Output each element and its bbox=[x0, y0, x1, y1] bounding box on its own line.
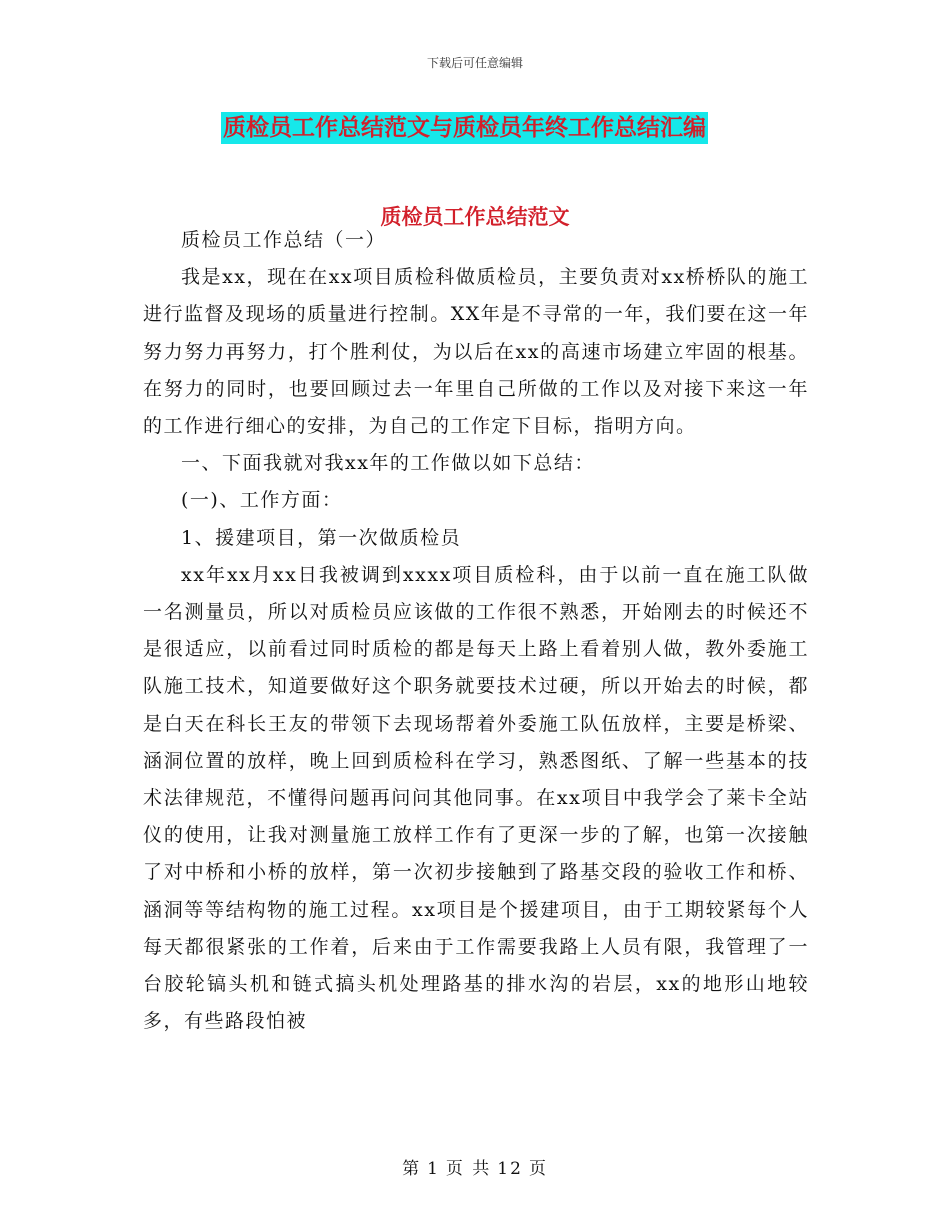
document-body bbox=[143, 222, 809, 1040]
paragraph-heading: (一)、工作方面： bbox=[181, 489, 343, 512]
footer-suffix: 页 bbox=[528, 1159, 548, 1179]
page-footer bbox=[0, 1154, 950, 1179]
footer-total-pages: 12 bbox=[497, 1159, 523, 1179]
paragraph: 我是xx，现在在xx项目质检科做质检员，主要负责对xx桥桥队的施工进行监督及现场的质量进行控制。XX年是不寻常的一年，我们要在这一年努力努力再努力，打个胜利仗，为以后在xx的高速市场建立牢固的根基。在努力的同时，也要回顾过去一年里自己所做的工作以及对接下来这一年的工作进行细心的安排，为自己的工作定下目标，指明方向。 bbox=[143, 266, 809, 438]
document-title: 质检员工作总结范文与质检员年终工作总结汇编 bbox=[221, 112, 708, 144]
paragraph-heading: 一、下面我就对我xx年的工作做以如下总结： bbox=[181, 452, 595, 475]
footer-prefix: 第 bbox=[402, 1159, 422, 1179]
footer-page-number: 1 bbox=[427, 1159, 440, 1179]
footer-mid: 页 共 bbox=[445, 1159, 492, 1179]
paragraph-subheading: 质检员工作总结（一） bbox=[181, 229, 387, 251]
header-note: 下载后可任意编辑 bbox=[426, 56, 523, 70]
paragraph: xx年xx月xx日我被调到xxxx项目质检科，由于以前一直在施工队做一名测量员，所以对质检员应该做的工作很不熟悉，开始刚去的时候还不是很适应，以前看过同时质检的都是每天上路上看着别人做，教外委施工队施工技术，知道要做好这个职务就要技术过硬，所以开始去的时候，都是白天在科长王友的带领下去现场帮着外委施工队伍放样，主要是桥梁、涵洞位置的放样，晚上回到质检科在学习，熟悉图纸、了解一些基本的技术法律规范，不懂得问题再问问其他同事。在xx项目中我学会了莱卡全站仪的使用，让我对测量施工放样工作有了更深一步的了解，也第一次接触了对中桥和小桥的放样，第一次初步接触到了路基交段的验收工作和桥、涵洞等等结构物的施工过程。xx项目是个援建项目，由于工期较紧每个人每天都很紧张的工作着，后来由于工作需要我路上人员有限，我管理了一台胶轮镐头机和链式搞头机处理路基的排水沟的岩层，xx的地形山地较多，有些路段怕被 bbox=[143, 563, 809, 1033]
paragraph-heading: 1、援建项目，第一次做质检员 bbox=[181, 526, 462, 549]
section-title: 质检员工作总结范文 bbox=[380, 205, 570, 229]
